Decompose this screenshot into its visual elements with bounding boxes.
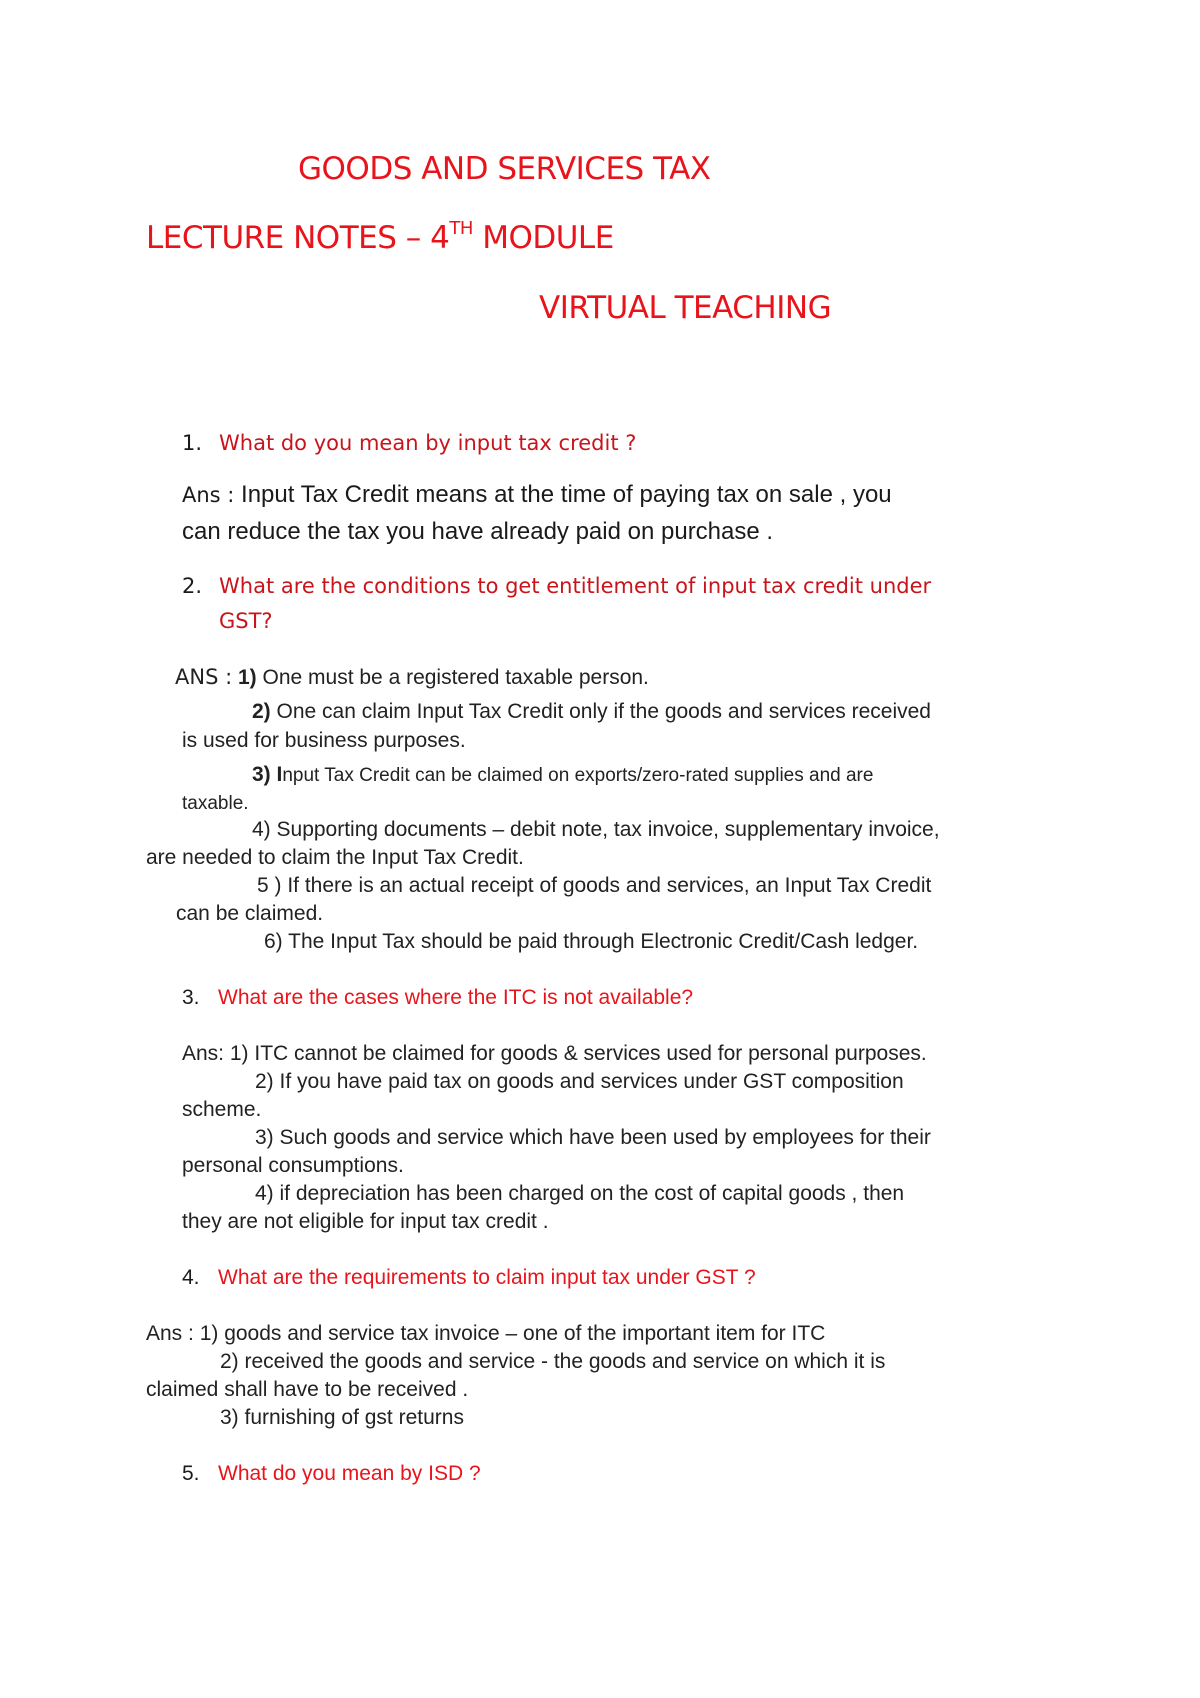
title-line-3: VIRTUAL TEACHING xyxy=(539,290,832,326)
q2-answer-5-line-1: 5 ) If there is an actual receipt of goods and services, an Input Tax Credit xyxy=(257,874,932,897)
q3-answer-1: Ans: 1) ITC cannot be claimed for goods & services used for personal purposes. xyxy=(182,1042,927,1065)
q1-answer-line-1: Ans : Input Tax Credit means at the time of paying tax on sale , you xyxy=(182,481,892,508)
q3-answer-4-line-1: 4) if depreciation has been charged on the cost of capital goods , then xyxy=(255,1182,905,1205)
title-superscript: TH xyxy=(449,218,473,239)
q3-answer-2-line-2: scheme. xyxy=(182,1098,262,1121)
q2-answer-2-line-2: is used for business purposes. xyxy=(182,729,466,752)
q4-answer-2-line-1: 2) received the goods and service - the goods and service on which it is xyxy=(220,1350,886,1373)
q2-answer-3-line-1: 3) Input Tax Credit can be claimed on exports/zero-rated supplies and are xyxy=(252,763,874,786)
q2-number: 2. xyxy=(182,574,203,598)
q2-answer-3-line-2: taxable. xyxy=(182,793,249,814)
q2-answer-6: 6) The Input Tax should be paid through Electronic Credit/Cash ledger. xyxy=(264,930,919,953)
q5-number: 5. xyxy=(182,1462,200,1485)
q1-question: What do you mean by input tax credit ? xyxy=(219,431,637,455)
q2-answer-1: ANS : 1) One must be a registered taxable person. xyxy=(175,665,649,689)
q1-number: 1. xyxy=(182,431,203,455)
q2-answer-4-line-2: are needed to claim the Input Tax Credit. xyxy=(146,846,524,869)
q3-answer-3-line-2: personal consumptions. xyxy=(182,1154,404,1177)
q3-number: 3. xyxy=(182,986,200,1009)
q2-answer-4-line-1: 4) Supporting documents – debit note, tax invoice, supplementary invoice, xyxy=(252,818,940,841)
q3-answer-2-line-1: 2) If you have paid tax on goods and services under GST composition xyxy=(255,1070,904,1093)
q4-question: What are the requirements to claim input tax under GST ? xyxy=(218,1266,756,1289)
q4-number: 4. xyxy=(182,1266,200,1289)
q3-question: What are the cases where the ITC is not available? xyxy=(218,986,694,1009)
q1-answer-line-2: can reduce the tax you have already paid on purchase . xyxy=(182,518,774,545)
title-line-2: LECTURE NOTES – 4TH MODULE xyxy=(146,218,614,256)
q2-answer-5-line-2: can be claimed. xyxy=(176,902,324,925)
q2-question-line-1: What are the conditions to get entitlement of input tax credit under xyxy=(219,574,932,598)
q5-question: What do you mean by ISD ? xyxy=(218,1462,481,1485)
q3-answer-4-line-2: they are not eligible for input tax credit . xyxy=(182,1210,549,1233)
q4-answer-1: Ans : 1) goods and service tax invoice – one of the important item for ITC xyxy=(146,1322,826,1345)
q3-answer-3-line-1: 3) Such goods and service which have been used by employees for their xyxy=(255,1126,931,1149)
title-line-1: GOODS AND SERVICES TAX xyxy=(298,151,711,187)
q4-answer-2-line-2: claimed shall have to be received . xyxy=(146,1378,469,1401)
q2-question-line-2: GST? xyxy=(219,609,273,633)
q4-answer-3: 3) furnishing of gst returns xyxy=(220,1406,464,1429)
q2-answer-2-line-1: 2) One can claim Input Tax Credit only if the goods and services received xyxy=(252,700,931,723)
